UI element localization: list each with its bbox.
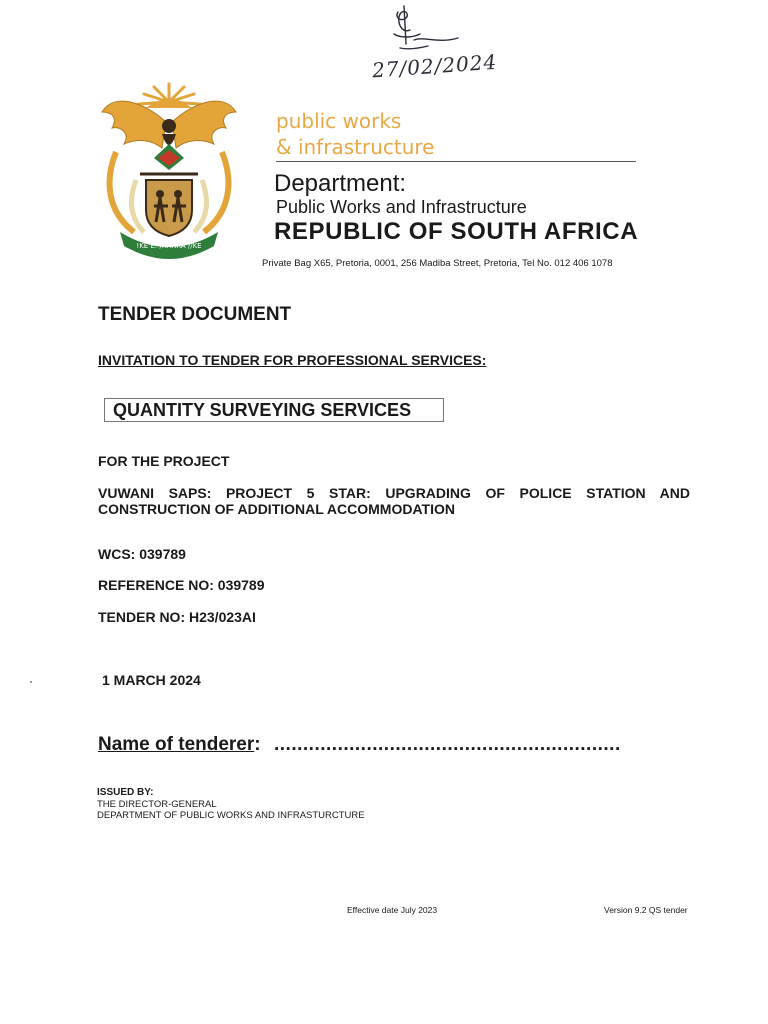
svg-text:!KE E: /XARRA //KE: !KE E: /XARRA //KE — [136, 242, 202, 250]
issued-by-label: ISSUED BY: — [97, 787, 154, 798]
department-address: Private Bag X65, Pretoria, 0001, 256 Madiba Street, Pretoria, Tel No. 012 406 1078 — [262, 258, 613, 269]
tenderer-name-label — [98, 734, 261, 756]
handwritten-signature — [380, 4, 470, 56]
effective-date: Effective date July 2023 — [347, 905, 438, 915]
infrastructure-wordmark: & infrastructure — [276, 135, 435, 159]
version-label: Version 9.2 QS tender — [604, 905, 688, 915]
tenderer-name-field[interactable]: ............................................................ — [274, 734, 621, 755]
country-name: REPUBLIC OF SOUTH AFRICA — [274, 218, 639, 245]
wcs-number: WCS: 039789 — [98, 546, 186, 562]
service-title-box: QUANTITY SURVEYING SERVICES — [104, 398, 444, 422]
document-title: TENDER DOCUMENT — [98, 304, 292, 325]
invitation-heading: INVITATION TO TENDER FOR PROFESSIONAL SERVICES: — [98, 352, 487, 368]
for-project-label: FOR THE PROJECT — [98, 453, 230, 469]
handwritten-date: 27/02/2024 — [371, 49, 498, 83]
reference-number: REFERENCE NO: 039789 — [98, 577, 265, 593]
header-divider — [276, 161, 636, 162]
issuer-title: THE DIRECTOR-GENERAL — [97, 799, 217, 810]
project-name: VUWANI SAPS: PROJECT 5 STAR: UPGRADING OF POLICE STATION AND CONSTRUCTION OF ADDITIONAL ACCOMMODATION — [98, 485, 690, 517]
public-works-wordmark: public works — [276, 109, 402, 133]
coat-of-arms-logo — [94, 82, 244, 262]
tenderer-label-text: Name of tenderer — [98, 734, 255, 755]
tender-number: TENDER NO: H23/023AI — [98, 609, 256, 625]
document-date: 1 MARCH 2024 — [102, 672, 201, 688]
department-name: Public Works and Infrastructure — [276, 197, 527, 217]
issuer-department: DEPARTMENT OF PUBLIC WORKS AND INFRASTURCTURE — [97, 810, 365, 821]
scan-speck — [30, 681, 32, 683]
department-label: Department: — [274, 170, 407, 197]
tenderer-label-colon: : — [254, 734, 261, 755]
